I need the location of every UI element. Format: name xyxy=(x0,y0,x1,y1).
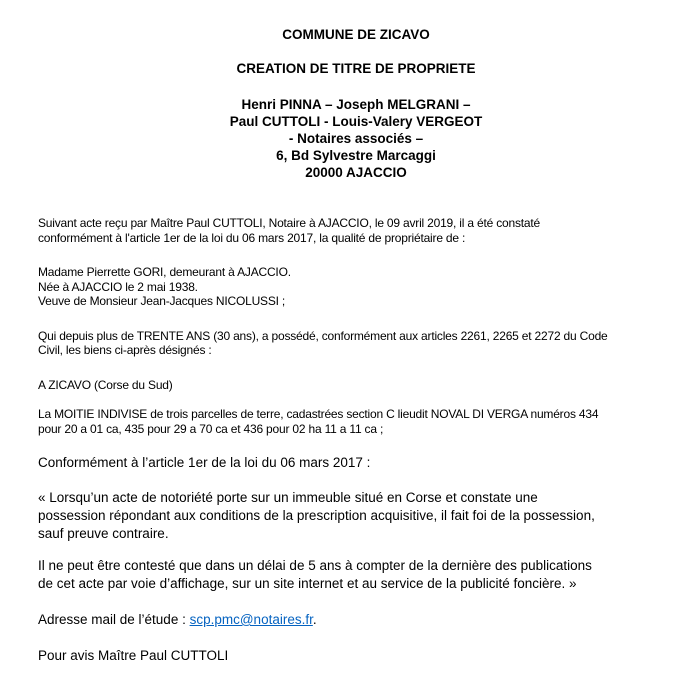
acte-paragraph xyxy=(38,216,674,245)
conformement-line: Conformément à l’article 1er de la loi du 06 mars 2017 : xyxy=(38,455,371,470)
owner-line: Madame Pierrette GORI, demeurant à AJACCIO. xyxy=(38,265,291,279)
birth-line: Née à AJACCIO le 2 mai 1938. xyxy=(38,279,198,294)
quote-paragraph xyxy=(38,489,674,543)
location-line: A ZICAVO (Corse du Sud) xyxy=(38,377,173,392)
possession-paragraph xyxy=(38,329,674,358)
signoff-line: Pour avis Maître Paul CUTTOLI xyxy=(38,648,229,663)
contest-line-1: Il ne peut être contesté que dans un délai de 5 ans à compter de la dernière des publications xyxy=(38,558,592,573)
quote-line-1: « Lorsqu’un acte de notoriété porte sur un immeuble situé en Corse et constate une xyxy=(38,490,538,505)
possession-line-1: Qui depuis plus de TRENTE ANS (30 ans), a possédé, conformément aux articles 2261, 2265 et 2272 du Code xyxy=(38,328,608,343)
acte-line-1: Suivant acte reçu par Maître Paul CUTTOLI, Notaire à AJACCIO, le 09 avril 2019, il a été constaté xyxy=(38,216,540,230)
parcelles-paragraph xyxy=(38,407,674,436)
document-header xyxy=(38,28,674,181)
possession-line-2: Civil, les biens ci-après désignés : xyxy=(38,343,212,357)
acte-line-2: conformément à l'article 1er de la loi du 06 mars 2017, la qualité de propriétaire de : xyxy=(38,230,466,245)
commune-title: COMMUNE DE ZICAVO xyxy=(282,27,430,42)
parcelles-line-1: La MOITIE INDIVISE de trois parcelles de terre, cadastrées section C lieudit NOVAL DI VERGA numéros 434 xyxy=(38,407,599,421)
contest-paragraph xyxy=(38,557,674,593)
email-prefix: Adresse mail de l’étude : xyxy=(38,612,190,627)
widow-line: Veuve de Monsieur Jean-Jacques NICOLUSSI ; xyxy=(38,294,286,308)
owner-paragraph xyxy=(38,265,674,309)
email-suffix: . xyxy=(312,612,317,627)
notaires-associes-line: - Notaires associés – xyxy=(288,131,424,146)
document-body xyxy=(38,216,674,665)
office-street-line: 6, Bd Sylvestre Marcaggi xyxy=(276,148,436,163)
quote-line-3: sauf preuve contraire. xyxy=(38,526,169,541)
notary-office-block xyxy=(38,96,674,181)
email-line xyxy=(38,611,674,629)
document-title: CREATION DE TITRE DE PROPRIETE xyxy=(236,61,476,76)
contest-line-2: de cet acte par voie d’affichage, sur un site internet et au service de la publicité foncière. » xyxy=(38,576,577,591)
parcelles-line-2: pour 20 a 01 ca, 435 pour 29 a 70 ca et 436 pour 02 ha 11 a 11 ca ; xyxy=(38,421,384,436)
notary-names-line-1: Henri PINNA – Joseph MELGRANI – xyxy=(241,97,471,112)
notary-names-line-2: Paul CUTTOLI - Louis-Valery VERGEOT xyxy=(229,114,483,129)
quote-line-2: possession répondant aux conditions de la prescription acquisitive, il fait foi de la possession, xyxy=(38,508,595,523)
office-city-line: 20000 AJACCIO xyxy=(305,165,407,180)
email-link[interactable]: scp.pmc@notaires.fr xyxy=(189,612,313,627)
